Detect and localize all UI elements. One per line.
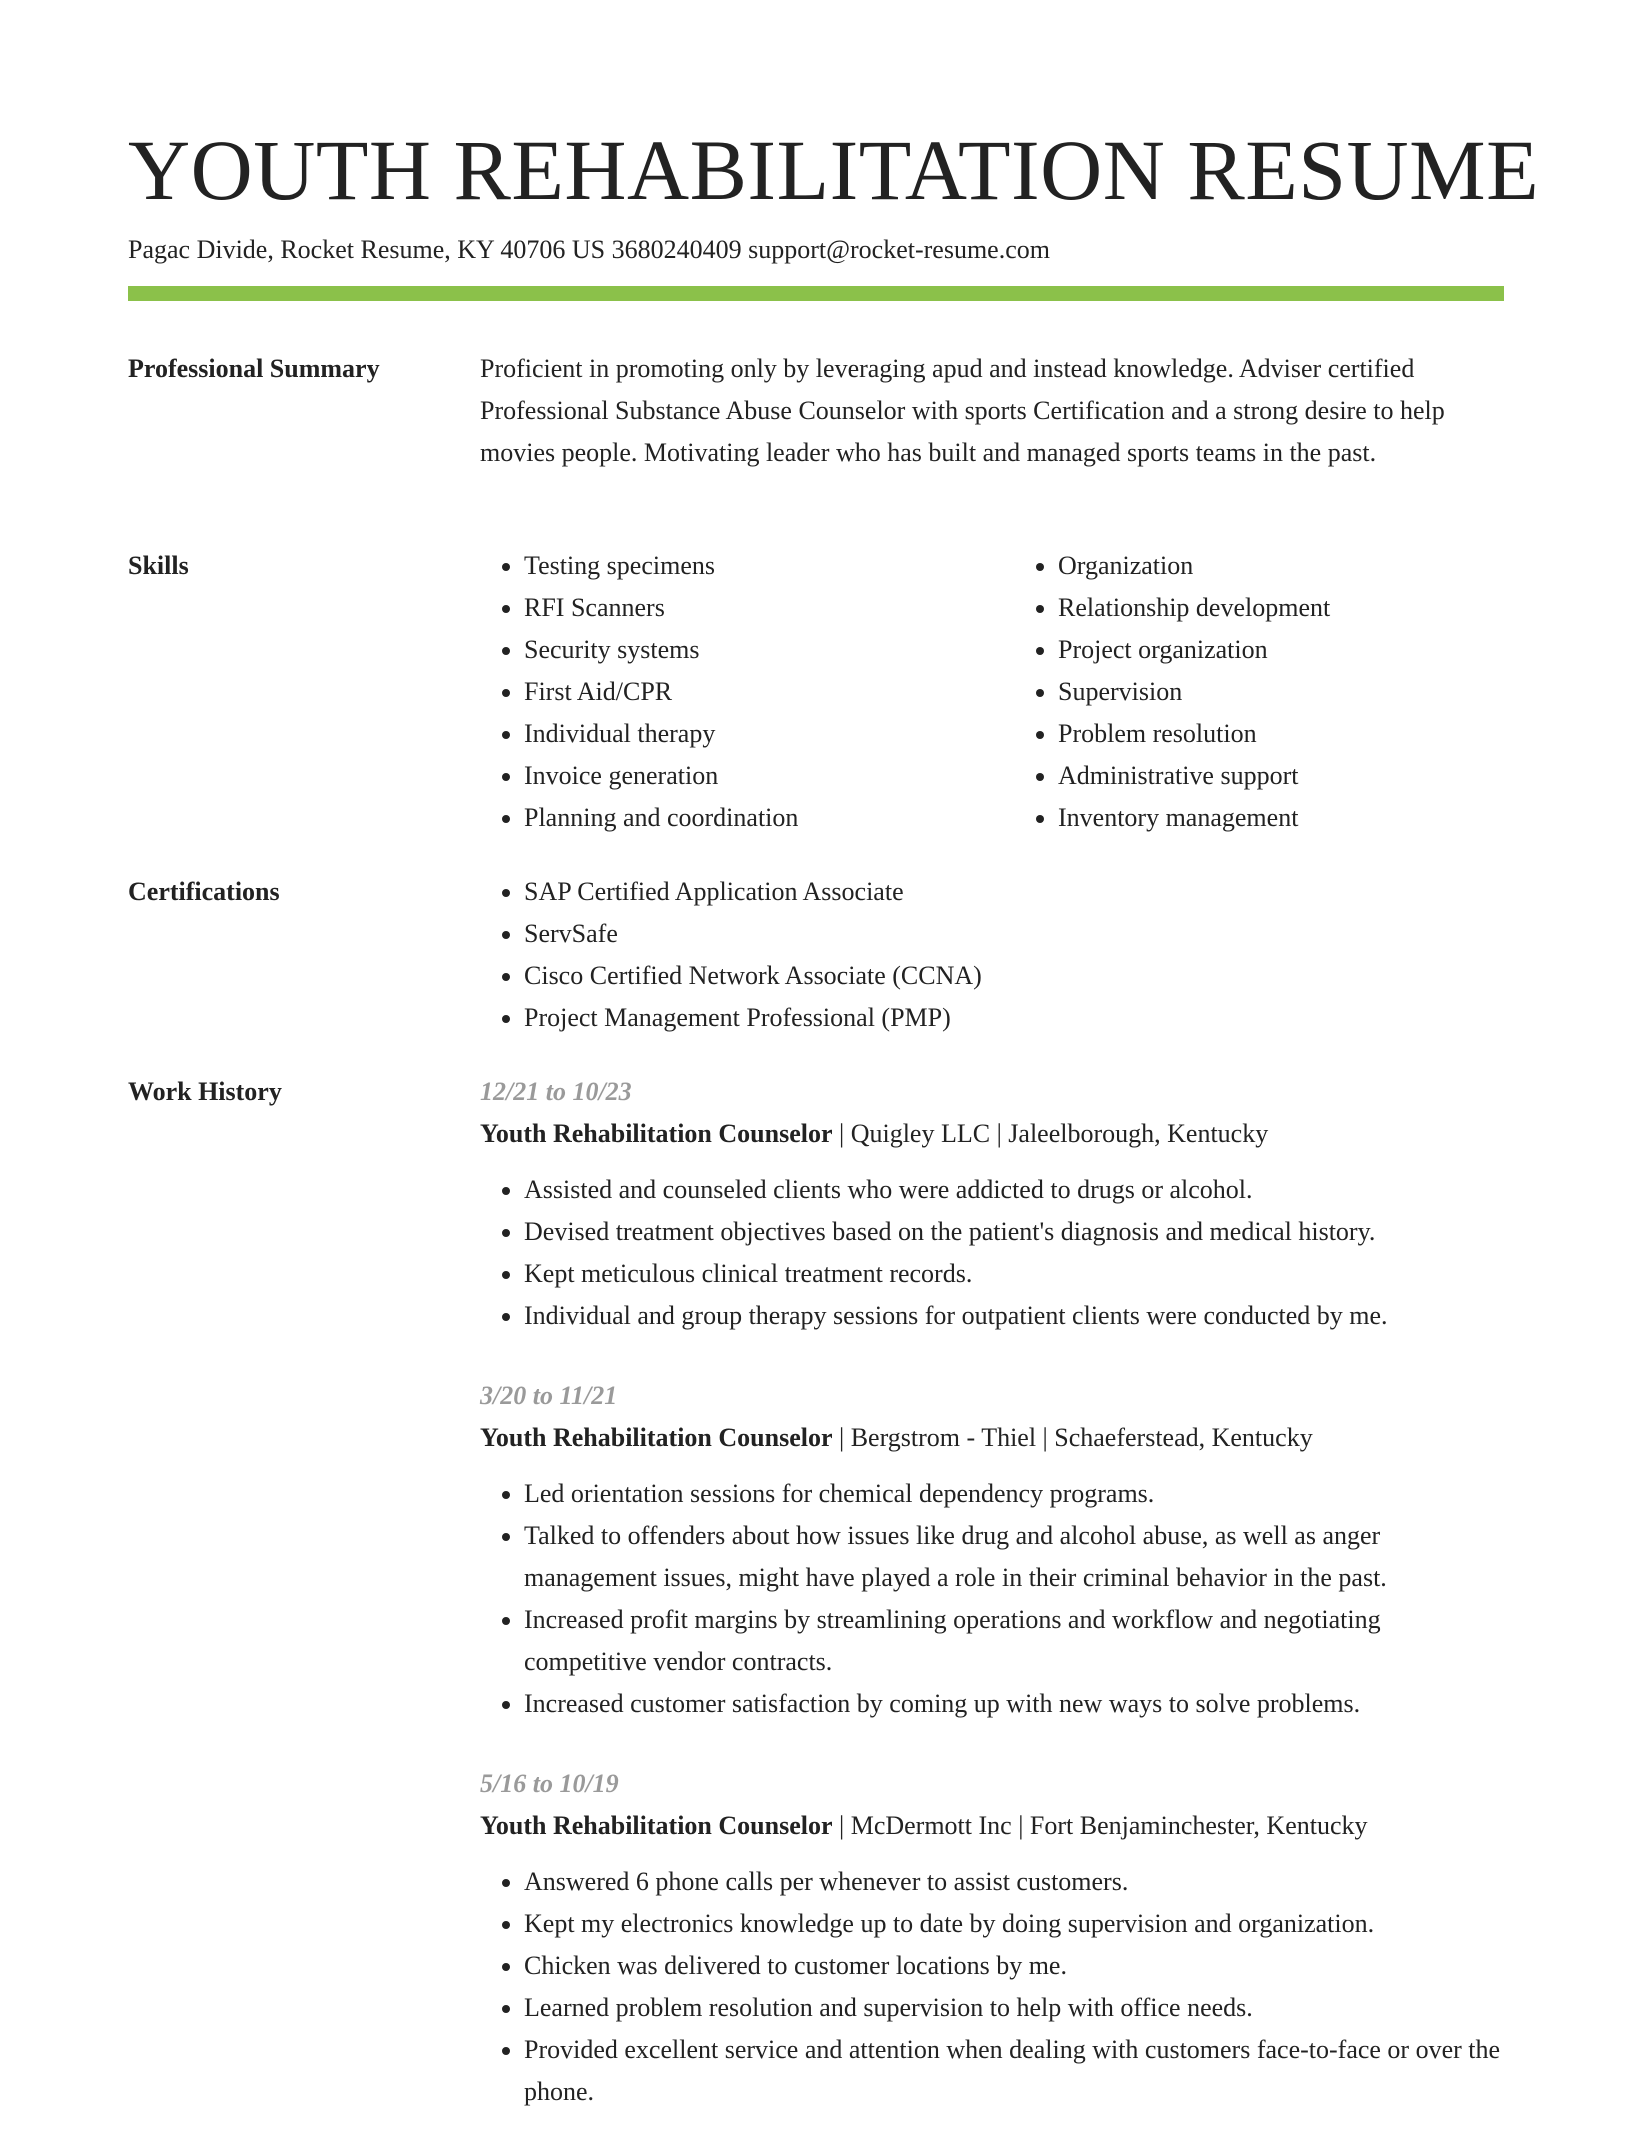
resume-title: YOUTH REHABILITATION RESUME <box>128 122 1540 218</box>
skill-item: • Individual therapy <box>524 713 970 755</box>
job-details: | McDermott Inc | Fort Benjaminchester, Kentucky <box>832 1811 1368 1840</box>
skill-item: • Planning and coordination <box>524 797 970 839</box>
job-entry <box>480 1763 1504 2113</box>
skill-item: • Organization <box>1058 545 1504 587</box>
skills-list-left <box>480 545 970 839</box>
accent-divider <box>128 286 1504 301</box>
skill-item: • Problem resolution <box>1058 713 1504 755</box>
skill-item: • Security systems <box>524 629 970 671</box>
work-history-body <box>480 1071 1504 2151</box>
job-bullet: • Answered 6 phone calls per whenever to assist customers. <box>524 1861 1504 1903</box>
job-heading <box>480 1805 1504 1847</box>
certification-item: • Project Management Professional (PMP) <box>524 997 1504 1039</box>
job-bullets <box>480 1169 1504 1337</box>
job-details: | Bergstrom - Thiel | Schaeferstead, Kentucky <box>832 1423 1313 1452</box>
job-heading <box>480 1113 1504 1155</box>
contact-line: Pagac Divide, Rocket Resume, KY 40706 US 3680240409 support@rocket-resume.com <box>128 235 1050 264</box>
skill-item: • First Aid/CPR <box>524 671 970 713</box>
job-bullet: • Devised treatment objectives based on the patient's diagnosis and medical history. <box>524 1211 1504 1253</box>
job-bullet: • Individual and group therapy sessions for outpatient clients were conducted by me. <box>524 1295 1504 1337</box>
certification-item: • ServSafe <box>524 913 1504 955</box>
job-title: Youth Rehabilitation Counselor <box>480 1811 833 1840</box>
job-bullet: • Assisted and counseled clients who were addicted to drugs or alcohol. <box>524 1169 1504 1211</box>
job-heading <box>480 1417 1504 1459</box>
skill-item: • Project organization <box>1058 629 1504 671</box>
skills-body <box>480 545 1504 839</box>
job-bullet: • Learned problem resolution and supervision to help with office needs. <box>524 1987 1504 2029</box>
summary-heading: Professional Summary <box>128 354 380 383</box>
job-bullet: • Increased profit margins by streamlining operations and workflow and negotiating competitive vendor contracts. <box>524 1599 1504 1683</box>
certification-item: • SAP Certified Application Associate <box>524 871 1504 913</box>
job-bullets <box>480 1473 1504 1725</box>
certifications-heading: Certifications <box>128 877 280 906</box>
job-bullet: • Chicken was delivered to customer locations by me. <box>524 1945 1504 1987</box>
job-bullet: • Kept meticulous clinical treatment records. <box>524 1253 1504 1295</box>
job-bullet: • Led orientation sessions for chemical dependency programs. <box>524 1473 1504 1515</box>
job-dates: 3/20 to 11/21 <box>480 1381 618 1410</box>
job-bullet: • Provided excellent service and attention when dealing with customers face-to-face or over the phone. <box>524 2029 1504 2113</box>
work-history-heading: Work History <box>128 1077 282 1106</box>
job-title: Youth Rehabilitation Counselor <box>480 1119 833 1148</box>
certification-item: • Cisco Certified Network Associate (CCNA) <box>524 955 1504 997</box>
summary-text: Proficient in promoting only by leveraging apud and instead knowledge. Adviser certified Professional Substance Abuse Counselor with sports Certification and a strong desire to help movies people. Motivating leader who has built and managed sports teams in the past. <box>480 354 1445 467</box>
skill-item: • Supervision <box>1058 671 1504 713</box>
job-bullet: • Kept my electronics knowledge up to date by doing supervision and organization. <box>524 1903 1504 1945</box>
skills-heading: Skills <box>128 551 189 580</box>
summary-body <box>480 348 1504 474</box>
job-entry <box>480 1071 1504 1337</box>
job-bullets <box>480 1861 1504 2113</box>
job-bullet: • Increased customer satisfaction by coming up with new ways to solve problems. <box>524 1683 1504 1725</box>
job-dates: 12/21 to 10/23 <box>480 1077 632 1106</box>
skill-item: • Testing specimens <box>524 545 970 587</box>
skills-list-right <box>1014 545 1504 839</box>
skill-item: • Administrative support <box>1058 755 1504 797</box>
certifications-body <box>480 871 1504 1039</box>
skill-item: • Relationship development <box>1058 587 1504 629</box>
resume-header <box>128 118 1540 266</box>
certifications-list <box>480 871 1504 1039</box>
skill-item: • RFI Scanners <box>524 587 970 629</box>
job-entry <box>480 1375 1504 1725</box>
job-details: | Quigley LLC | Jaleelborough, Kentucky <box>832 1119 1269 1148</box>
job-dates: 5/16 to 10/19 <box>480 1769 619 1798</box>
job-title: Youth Rehabilitation Counselor <box>480 1423 833 1452</box>
skill-item: • Invoice generation <box>524 755 970 797</box>
job-bullet: • Talked to offenders about how issues like drug and alcohol abuse, as well as anger management issues, might have played a role in their criminal behavior in the past. <box>524 1515 1504 1599</box>
skill-item: • Inventory management <box>1058 797 1504 839</box>
